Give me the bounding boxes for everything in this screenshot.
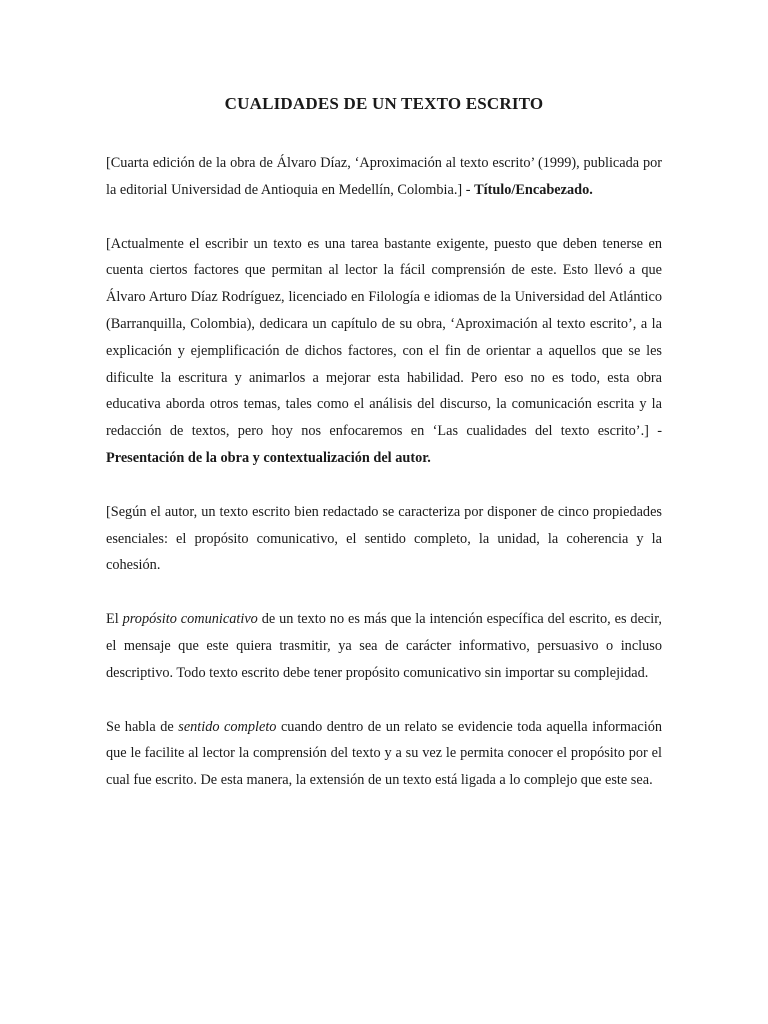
paragraph-properties xyxy=(106,499,662,579)
document-title: CUALIDADES DE UN TEXTO ESCRITO xyxy=(224,94,544,113)
paragraph-edition-label: Título/Encabezado. xyxy=(474,181,593,198)
paragraph-sense-term: sentido completo xyxy=(178,718,277,735)
paragraph-presentation-label: Presentación de la obra y contextualización del autor. xyxy=(106,449,431,466)
paragraph-presentation xyxy=(106,231,662,472)
paragraph-communicative-purpose xyxy=(106,606,662,686)
paragraph-sense-pre: Se habla de xyxy=(106,718,179,735)
paragraph-sense-post: cuando dentro de un relato se evidencie toda aquella información que le facilite al lector la comprensión del texto y a su vez le permita conocer el propósito por el cual fue escrito. De esta manera, la extensión de un texto está ligada a lo complejo que este sea. xyxy=(106,718,662,789)
paragraph-properties-text: [Según el autor, un texto escrito bien redactado se caracteriza por disponer de cinco propiedades esenciales: el propósito comunicativo, el sentido completo, la unidad, la coherencia y la cohesión. xyxy=(106,503,662,574)
paragraph-complete-sense xyxy=(106,714,662,794)
paragraph-purpose-post: de un texto no es más que la intención específica del escrito, es decir, el mensaje que este quiera trasmitir, ya sea de carácter informativo, persuasivo o incluso descriptivo. Todo texto escrito debe tener propósito comunicativo sin importar su complejidad. xyxy=(106,611,663,681)
paragraph-edition xyxy=(106,150,662,204)
paragraph-purpose-term: propósito comunicativo xyxy=(122,611,258,628)
paragraph-purpose-pre: El xyxy=(106,611,123,628)
paragraph-edition-text: [Cuarta edición de la obra de Álvaro Díaz, ‘Aproximación al texto escrito’ (1999), publicada por la editorial Universidad de Antioquia en Medellín, Colombia.] - xyxy=(106,155,662,198)
paragraph-presentation-text: [Actualmente el escribir un texto es una tarea bastante exigente, puesto que deben tenerse en cuenta ciertos factores que permitan al lector la fácil comprensión de este. Esto llevó a que Álvaro Arturo Díaz Rodríguez, licenciado en Filología e idiomas de la Universidad del Atlántico (Barranquilla, Colombia), dedicara un capítulo de su obra, ‘Aproximación al texto escrito’, a la explicación y ejemplificación de dichos factores, con el fin de orientar a aquellos que se les dificulte la escritura y animarlos a mejorar esta habilidad. Pero eso no es todo, esta obra educativa aborda otros temas, tales como el análisis del discurso, la comunicación escrita y la redacción de textos, pero hoy nos enfocaremos en ‘Las cualidades del texto escrito’.] - xyxy=(106,235,662,440)
